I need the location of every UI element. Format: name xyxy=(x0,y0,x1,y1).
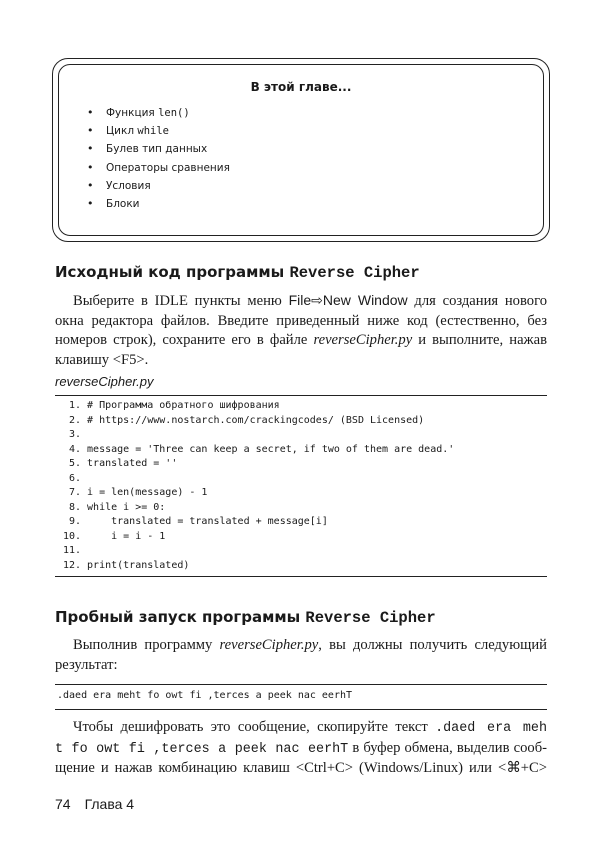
intro-paragraph xyxy=(55,291,547,371)
code-line: 3. xyxy=(68,429,81,440)
list-item-text: Блоки xyxy=(106,197,140,210)
list-item xyxy=(83,159,230,177)
code-line: 1. # Программа обратного шифрования xyxy=(68,400,280,411)
paragraph-line: t fo owt fi ,terces a peek nac eerhT в буфер обмена, выделив сооб- xyxy=(55,739,547,757)
test-run-paragraph xyxy=(55,636,547,675)
heading-text: Пробный запуск программы xyxy=(55,608,306,626)
bullet-icon: • xyxy=(87,160,94,174)
list-item-text: Булев тип данных xyxy=(106,143,208,156)
list-item xyxy=(83,140,230,158)
code-listing xyxy=(55,395,547,577)
code-lines xyxy=(55,399,547,573)
file-name: reverseCipher.py xyxy=(219,637,319,653)
program-output: .daed era meht fo owt fi ,terces a peek nac eerhT xyxy=(55,684,547,710)
code-line: 9. translated = translated + message[i] xyxy=(68,516,328,527)
bullet-icon: • xyxy=(87,124,94,138)
code-line: 2. # https://www.nostarch.com/crackingcodes/ (BSD Licensed) xyxy=(68,414,425,426)
list-item-code: len() xyxy=(158,107,190,119)
list-item-text: Операторы сравнения xyxy=(106,161,230,174)
page-footer xyxy=(55,796,134,812)
list-item-text: Условия xyxy=(106,179,151,192)
bullet-icon: • xyxy=(87,142,94,156)
list-item xyxy=(83,122,230,140)
list-item-text: Функция xyxy=(106,107,159,119)
bullet-icon: • xyxy=(87,106,94,119)
chapter-contents-list xyxy=(83,104,230,213)
paragraph-line: результат: xyxy=(55,656,118,673)
list-item-text: Цикл xyxy=(106,125,138,138)
chapter-contents-box xyxy=(52,58,550,242)
paragraph-line: клавишу <F5>. xyxy=(55,352,149,369)
list-item-code: while xyxy=(137,125,169,138)
code-line: 11. xyxy=(62,545,81,556)
code-line: 5. translated = '' xyxy=(68,458,178,469)
inline-code: t fo owt fi ,terces a peek nac eerhT xyxy=(55,741,349,757)
code-line: 7. i = len(message) - 1 xyxy=(68,487,208,498)
listing-file-label: reverseCipher.py xyxy=(55,374,154,389)
chapter-contents-title: В этой главе... xyxy=(250,80,352,94)
closing-paragraph xyxy=(55,718,547,779)
code-line: 12. print(translated) xyxy=(62,559,190,571)
file-name: reverseCipher.py xyxy=(313,332,413,349)
section-heading-source-code xyxy=(55,263,420,282)
code-line: 4. message = 'Three can keep a secret, if two of them are dead.' xyxy=(68,443,455,455)
heading-text: Исходный код программы xyxy=(55,263,290,281)
paragraph-line: Выполнив программу reverseCipher.py, вы должны получить следующий xyxy=(73,637,547,653)
bullet-icon: • xyxy=(87,196,94,210)
paragraph-line: окна редактора файлов. Введите приведенный ниже код (естественно, без xyxy=(55,312,547,329)
paragraph-line: щение и нажав комбинацию клавиш <Ctrl+C> (Windows/Linux) или <⌘+C> xyxy=(55,760,547,777)
paragraph-line: Выберите в IDLE пункты меню File⇨New Window для создания нового xyxy=(73,292,547,309)
section-heading-test-run xyxy=(55,608,436,627)
code-line: 10. i = i - 1 xyxy=(62,530,166,542)
list-item xyxy=(83,104,230,122)
chapter-label: Глава 4 xyxy=(84,796,135,812)
page-number: 74 xyxy=(55,796,71,812)
list-item xyxy=(83,177,230,195)
paragraph-line: номеров строк), сохраните его в файле reverseCipher.py и выполните, нажав xyxy=(55,332,547,349)
menu-path: File⇨New Window xyxy=(288,292,408,308)
paragraph-line: Чтобы дешифровать это сообщение, скопируйте текст .daed era meh xyxy=(73,719,547,736)
code-line: 8. while i >= 0: xyxy=(68,501,166,513)
heading-code: Reverse Cipher xyxy=(305,609,436,627)
list-item xyxy=(83,195,230,213)
heading-code: Reverse Cipher xyxy=(289,264,420,282)
bullet-icon: • xyxy=(87,178,94,192)
code-line: 6. xyxy=(68,472,81,484)
inline-code: .daed era meh xyxy=(435,721,547,736)
